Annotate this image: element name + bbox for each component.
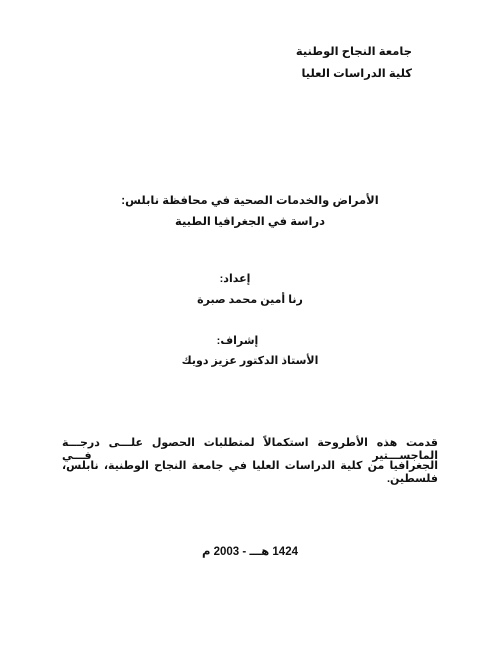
submission-date: 1424 هـــ - 2003 م xyxy=(202,546,298,558)
submission-statement-line-1: قدمت هذه الأطروحة استكمالاً لمتطلبات الحصول علـــى درجـــة الماجســـتير فـــي xyxy=(62,437,438,462)
thesis-title-line-2: دراسة في الجغرافيا الطبية xyxy=(175,216,325,228)
supervised-by-label: إشراف: xyxy=(216,335,259,347)
author-name: رنا أمين محمد صبرة xyxy=(197,294,303,306)
faculty-name: كلية الدراسات العليا xyxy=(301,68,412,80)
university-name: جامعة النجاح الوطنية xyxy=(295,46,412,58)
thesis-title-line-1: الأمراض والخدمات الصحية في محافظة نابلس: xyxy=(121,195,379,207)
prepared-by-label: إعداد: xyxy=(219,273,251,285)
submission-statement-line-2: الجغرافيا من كلية الدراسات العليا في جامعة النجاح الوطنية، نابلس، فلسطين. xyxy=(62,460,438,485)
supervisor-name: الأستاذ الدكتور عزيز دويك xyxy=(181,355,319,367)
